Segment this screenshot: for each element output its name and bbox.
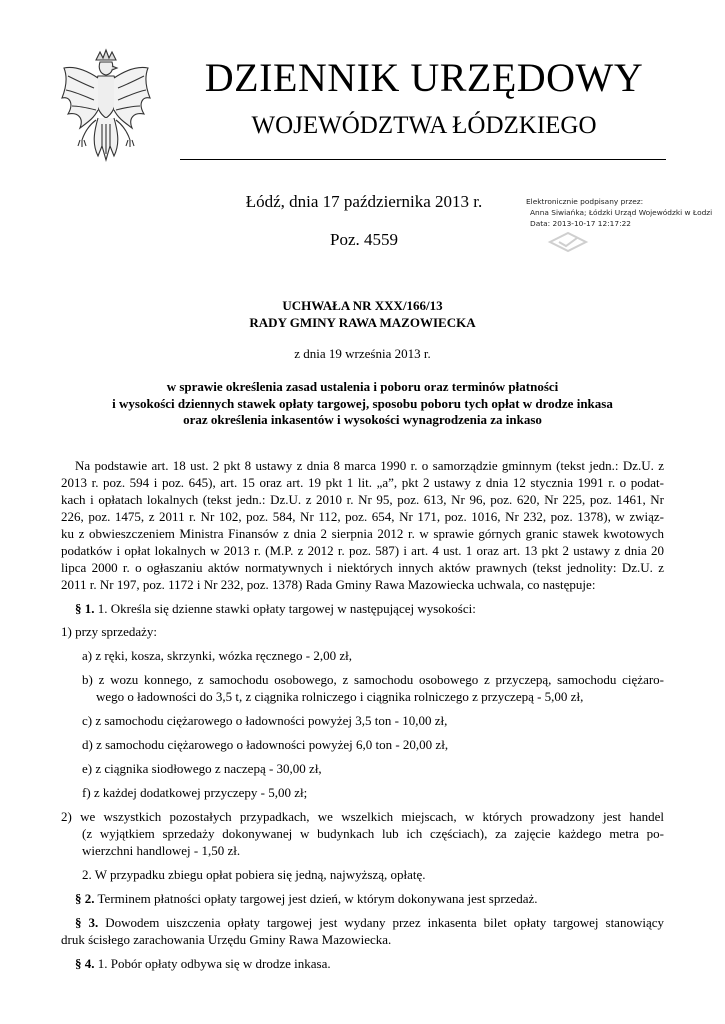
preamble-line: lipca 2000 r. o ogłaszaniu aktów normatywnych i niektórych innych aktów prawnych (tekst jednolity: Dz.U. z	[61, 560, 664, 575]
signature-line-2: Anna Siwiańka; Łódzki Urząd Wojewódzki w Łodzi	[530, 208, 713, 217]
item-a: a) z ręki, kosza, skrzynki, wózka ręcznego - 2,00 zł,	[82, 648, 352, 663]
paragraph-1-2: 2. W przypadku zbiegu opłat pobiera się jedną, najwyższą, opłatę.	[82, 867, 426, 882]
preamble-line: ku z obwieszczeniem Ministra Finansów z dnia 2 sierpnia 2012 r. w sprawie górnych granic stawek kwotowych	[61, 526, 664, 541]
section-mark: § 1.	[75, 601, 95, 616]
resolution-council: RADY GMINY RAWA MAZOWIECKA	[249, 315, 476, 330]
electronic-signature	[526, 196, 721, 260]
subject-line: i wysokości dziennych stawek opłaty targowej, sposobu poboru tych opłat w drodze inkasa	[112, 395, 613, 411]
polish-eagle-emblem	[58, 48, 154, 170]
section-text: 1. Określa się dzienne stawki opłaty targowej w następującej wysokości:	[94, 601, 476, 616]
preamble-line: kach i opłatach lokalnych (tekst jedn.: Dz.U. z 2010 r. Nr 95, poz. 613, Nr 96, poz. 620, Nr 225, poz. 1461, Nr	[61, 492, 664, 507]
item-e: e) z ciągnika siodłowego z naczepą - 30,00 zł,	[82, 761, 322, 776]
paragraph-1	[75, 601, 476, 617]
point-2-cont: wierzchni handlowej - 1,50 zł.	[82, 843, 241, 858]
signature-line-3: Data: 2013-10-17 12:17:22	[530, 219, 631, 228]
signature-line-1: Elektronicznie podpisany przez:	[526, 197, 644, 206]
resolution-subject	[0, 379, 725, 429]
paragraph-4	[75, 956, 331, 972]
preamble-line: 226, poz. 1475, z 2011 r. Nr 102, poz. 584, Nr 112, poz. 654, Nr 171, poz. 1016, Nr 232, poz. 1378), w związ-	[61, 509, 664, 524]
point-2-cont: (z wyjątkiem sprzedaży dokonywanej w budynkach lub ich częściach), za zajęcie każdego metra po-	[82, 826, 664, 841]
section-mark: § 4.	[75, 956, 95, 971]
header-divider	[180, 159, 666, 160]
section-text: 1. Pobór opłaty odbywa się w drodze inkasa.	[94, 956, 331, 971]
journal-title: DZIENNIK URZĘDOWY	[204, 55, 644, 100]
item-f: f) z każdej dodatkowej przyczepy - 5,00 zł;	[82, 785, 308, 800]
journal-subtitle: WOJEWÓDZTWA ŁÓDZKIEGO	[251, 112, 597, 139]
subject-line: oraz określenia inkasentów i wysokości wynagrodzenia za inkaso	[183, 412, 542, 427]
preamble-line: podatków i opłat lokalnych w 2013 r. (M.P. z 2012 r. poz. 587) i art. 4 ust. 1 oraz art. 13 pkt 2 ustawy z dnia 20	[61, 543, 664, 558]
resolution-date: z dnia 19 września 2013 r.	[294, 346, 431, 361]
resolution-number: UCHWAŁA NR XXX/166/13	[282, 298, 443, 313]
paragraph-2	[75, 891, 538, 907]
section-text: Dowodem uiszczenia opłaty targowej jest wydany przez inkasenta bilet opłaty targowej stanowiący	[98, 915, 664, 930]
paragraph-3-cont: druk ścisłego zarachowania Urzędu Gminy Rawa Mazowiecka.	[61, 932, 392, 947]
item-c: c) z samochodu ciężarowego o ładowności powyżej 3,5 ton - 10,00 zł,	[82, 713, 448, 728]
paragraph-3	[75, 915, 664, 931]
preamble-line: Na podstawie art. 18 ust. 2 pkt 8 ustawy z dnia 8 marca 1990 r. o samorządzie gminnym (tekst jedn.: Dz.U. z	[75, 458, 664, 473]
point-2: 2) we wszystkich pozostałych przypadkach, we wszelkich miejscach, w których prowadzony jest handel	[61, 809, 664, 824]
preamble-line: 2013 r. poz. 594 i poz. 645), art. 15 oraz art. 19 pkt 1 lit. „a”, pkt 2 ustawy z dnia 12 stycznia 1991 r. o podat-	[61, 475, 664, 490]
item-d: d) z samochodu ciężarowego o ładowności powyżej 6,0 ton - 20,00 zł,	[82, 737, 449, 752]
preamble-line: 2011 r. Nr 197, poz. 1172 i Nr 232, poz. 1378) Rada Gminy Rawa Mazowiecka uchwala, co następuje:	[61, 577, 596, 592]
publication-date: Łódź, dnia 17 października 2013 r.	[245, 192, 483, 211]
point-1: 1) przy sprzedaży:	[61, 624, 158, 639]
item-b-cont: wego o ładowności do 3,5 t, z ciągnika rolniczego i ciągnika rolniczego z przyczepą - 5,00 zł,	[96, 689, 584, 704]
position-number: Poz. 4559	[330, 230, 398, 249]
section-mark: § 3.	[75, 915, 99, 930]
section-text: Terminem płatności opłaty targowej jest dzień, w którym dokonywana jest sprzedaż.	[94, 891, 538, 906]
subject-line: w sprawie określenia zasad ustalenia i poboru oraz terminów płatności	[166, 379, 559, 394]
item-b: b) z wozu konnego, z samochodu osobowego, z samochodu osobowego z przyczepą, samochodu ciężaro-	[82, 672, 664, 687]
section-mark: § 2.	[75, 891, 95, 906]
signature-check-icon	[546, 230, 590, 254]
